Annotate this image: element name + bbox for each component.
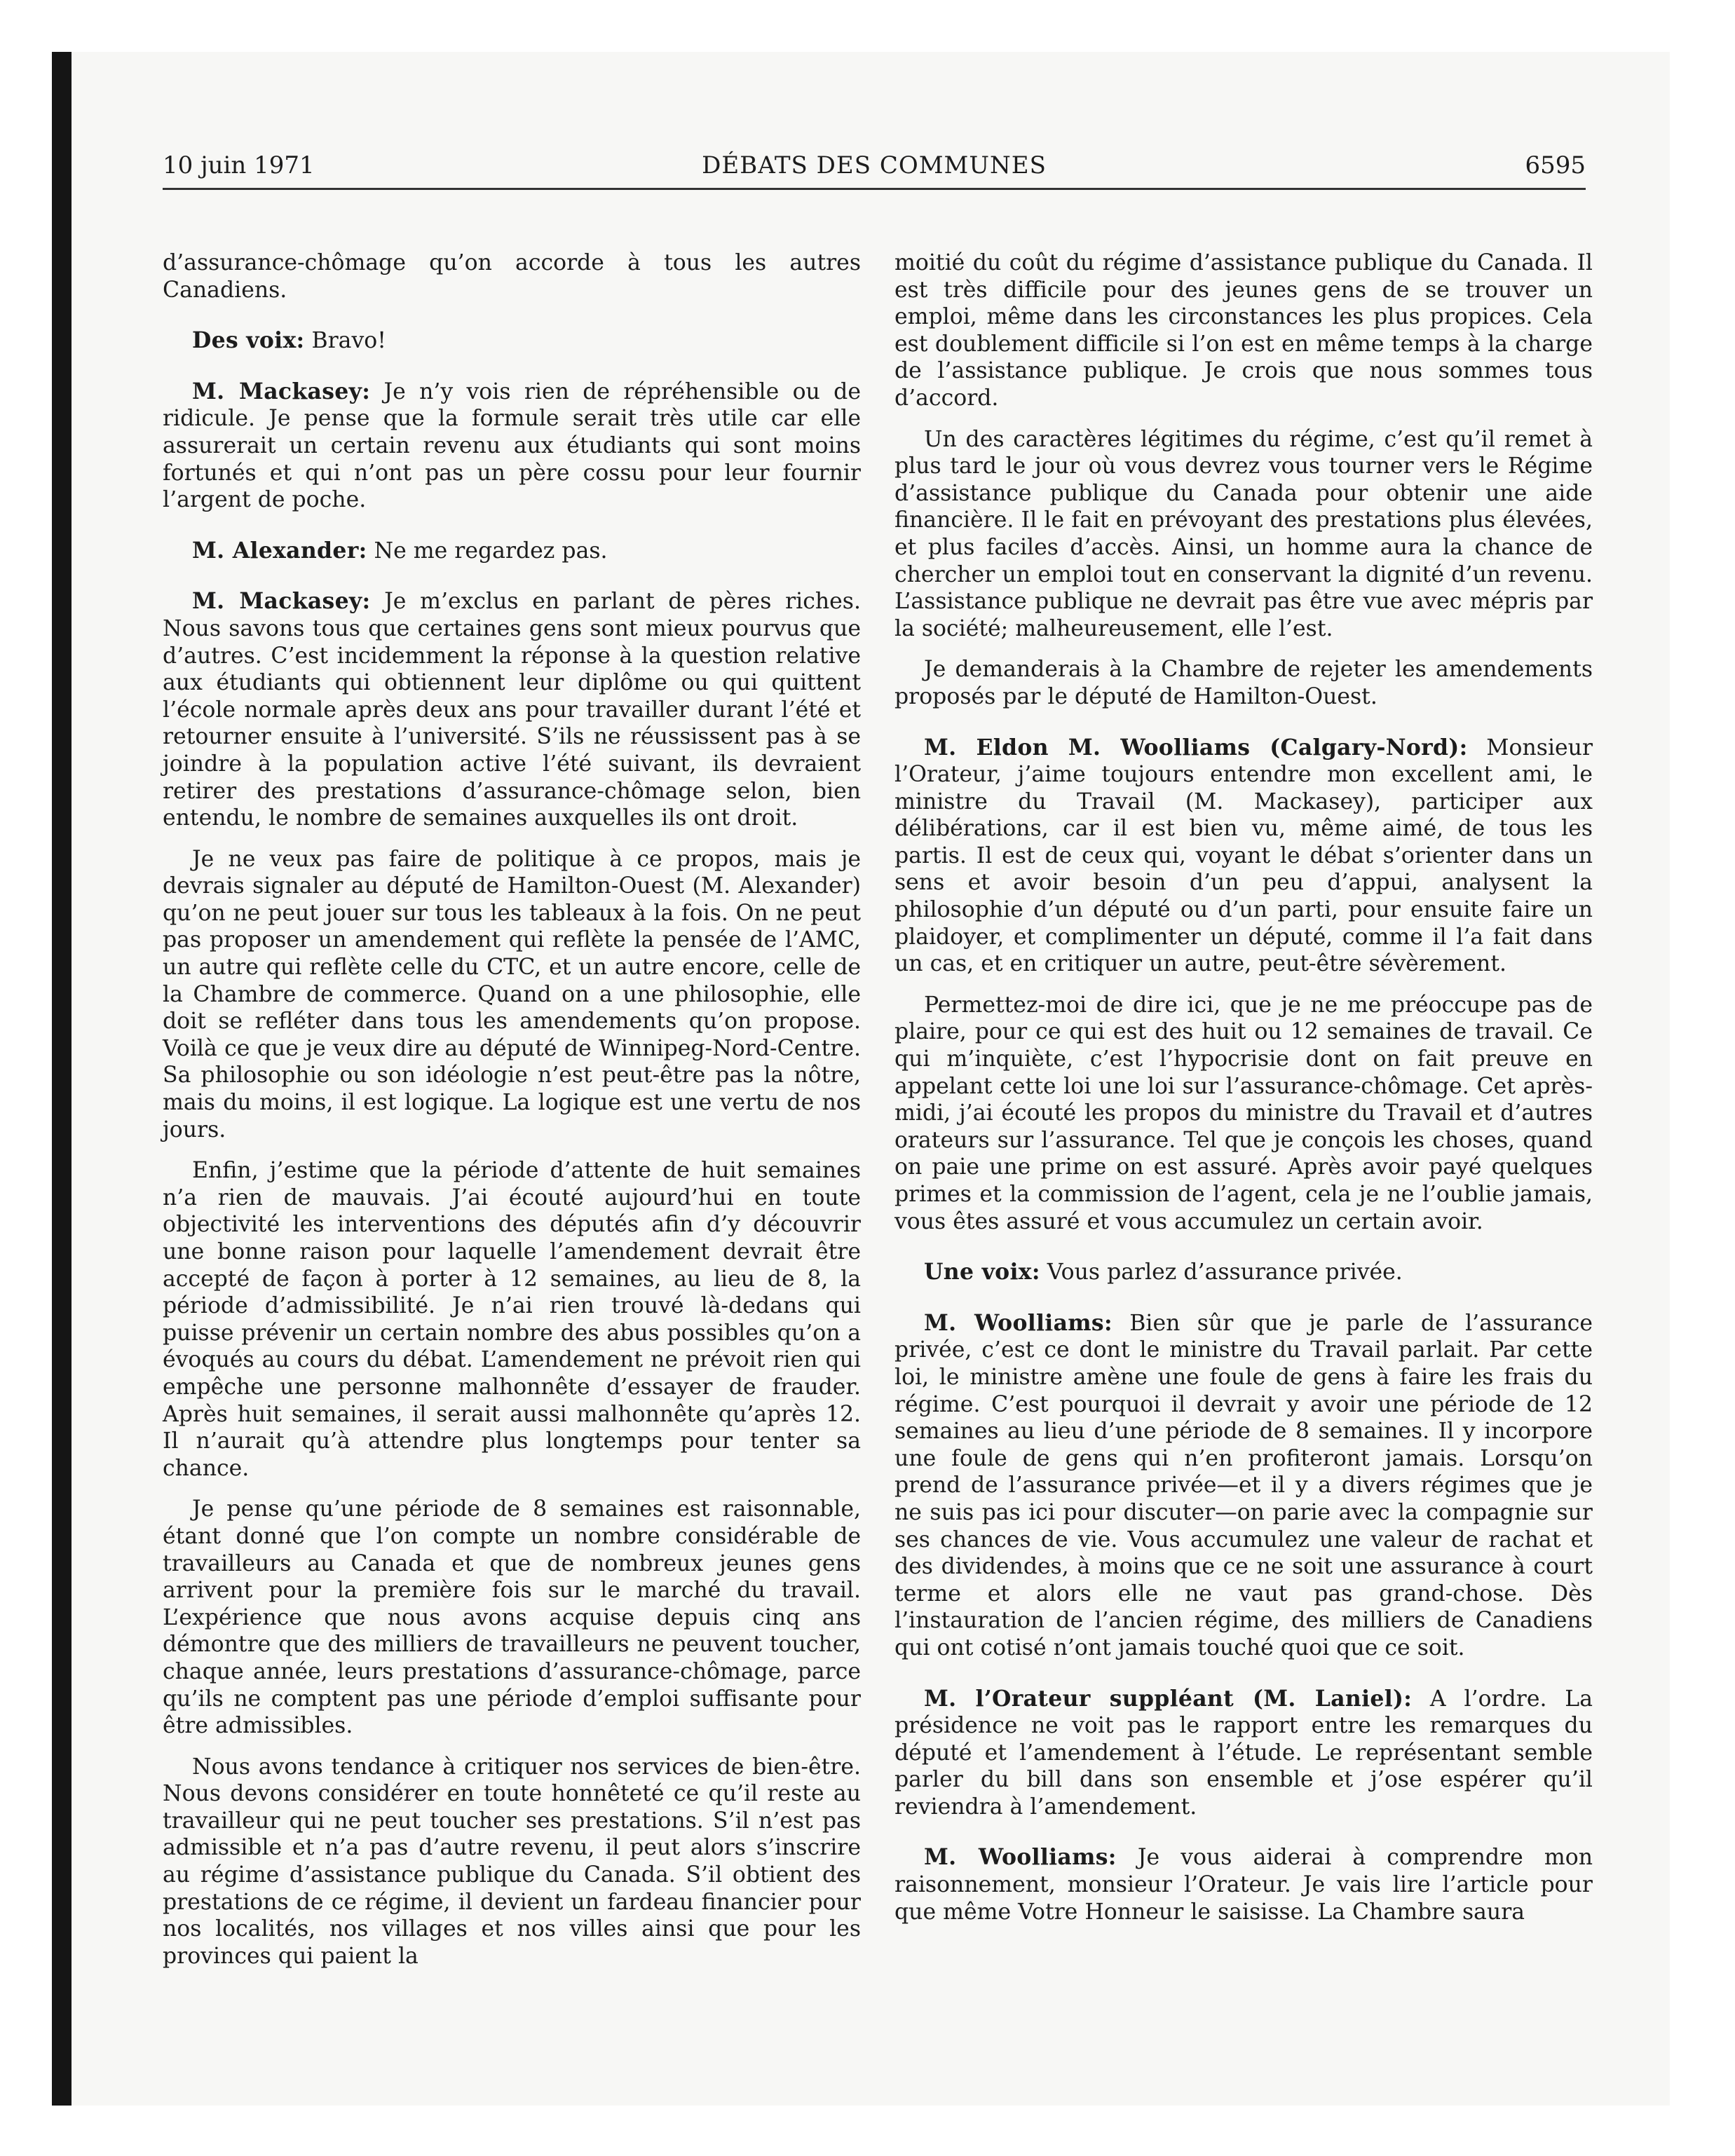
right-column <box>894 250 1593 1939</box>
paragraph <box>894 992 1593 1235</box>
paragraph <box>894 1686 1593 1821</box>
speaker-name: Une voix: <box>924 1259 1040 1285</box>
paragraph-text: Nous avons tendance à critiquer nos services de bien-être. Nous devons considérer en toute honnêteté ce qu’il reste au travailleur qui ne peut toucher ses prestations. S’il n’est pas admissible et n’a pas d’autre revenu, il peut alors s’inscrire au régime d’assistance publique du Canada. S’il obtient des prestations de ce régime, il devient un fardeau financier pour nos localités, nos villages et nos villes ainsi que pour les provinces qui paient la <box>163 1754 861 1969</box>
paragraph-text: Je vous aiderai à comprendre mon raisonnement, monsieur l’Orateur. Je vais lire l’article pour que même Votre Honneur le saisisse. La Chambre saura <box>894 1845 1593 1925</box>
scan-edge <box>52 52 72 2106</box>
speaker-name: M. Woolliams: <box>924 1309 1113 1336</box>
paragraph-text: Je pense qu’une période de 8 semaines est raisonnable, étant donné que l’on compte un nombre considérable de travailleurs au Canada et que de nombreux jeunes gens arrivent pour la première fois sur le marché du travail. L’expérience que nous avons acquise depuis cinq ans démontre que des milliers de travailleurs ne peuvent toucher, chaque année, leurs prestations d’assurance-chômage, parce qu’ils ne comptent pas une période d’emploi suffisante pour être admissibles. <box>163 1496 861 1739</box>
paragraph-text: Je ne veux pas faire de politique à ce propos, mais je devrais signaler au député de Hamilton-Ouest (M. Alexander) qu’on ne peut jouer sur tous les tableaux à la fois. On ne peut pas proposer un amendement qui reflète la pensée de l’AMC, un autre qui reflète celle du CTC, et un autre encore, celle de la Chambre de commerce. Quand on a une philosophie, elle doit se refléter dans tous les amendements qu’on propose. Voilà ce que je veux dire au député de Winnipeg-Nord-Centre. Sa philosophie ou son idéologie n’est peut-être pas la nôtre, mais du moins, il est logique. La logique est une vertu de nos jours. <box>163 846 861 1142</box>
speaker-name: M. Mackasey: <box>192 378 371 404</box>
paragraph-text: Ne me regardez pas. <box>367 538 608 564</box>
paragraph <box>163 378 861 514</box>
speaker-name: M. Mackasey: <box>192 588 371 615</box>
paragraph <box>163 588 861 831</box>
speaker-name: M. l’Orateur suppléant (M. Laniel): <box>924 1685 1413 1712</box>
speaker-name: M. Alexander: <box>192 537 367 564</box>
paragraph <box>894 735 1593 978</box>
paragraph-text: moitié du coût du régime d’assistance publique du Canada. Il est très difficile pour des jeunes gens de se trouver un emploi, même dans les circonstances les plus propices. Cela est doublement difficile si l’on est en même temps à la charge de l’assistance publique. Je crois que nous sommes tous d’accord. <box>894 250 1593 411</box>
paragraph <box>894 1844 1593 1925</box>
paragraph <box>894 426 1593 643</box>
header-date: 10 juin 1971 <box>163 151 315 179</box>
paragraph-text: Vous parlez d’assurance privée. <box>1040 1260 1403 1285</box>
paragraph-text: d’assurance-chômage qu’on accorde à tous les autres Canadiens. <box>163 250 861 303</box>
paragraph-text: Bien sûr que je parle de l’assurance privée, c’est ce dont le ministre du Travail parlait. Par cette loi, le ministre amène une foule de gens à faire les frais du régime. C’est pourquoi il devrait y avoir une période de 12 semaines au lieu d’une période de 8 semaines. Il y incorpore une foule de gens qui n’en profiteront jamais. Lorsqu’on prend de l’assurance privée—et il y a divers régimes que je ne suis pas ici pour discuter—on parie avec la compagnie sur ses chances de vie. Vous accumulez une valeur de rachat et des dividendes, à moins que ce ne soit une assurance à court terme et alors elle ne vaut pas grand-chose. Dès l’instauration de l’ancien régime, des milliers de Canadiens qui ont cotisé n’ont jamais touché quoi que ce soit. <box>894 1310 1593 1660</box>
paragraph-text: Je n’y vois rien de répréhensible ou de ridicule. Je pense que la formule serait très utile car elle assurerait un certain revenu aux étudiants qui sont moins fortunés et qui n’ont pas un père cossu pour leur fournir l’argent de poche. <box>163 378 861 513</box>
header-page-number: 6595 <box>1525 151 1586 179</box>
paragraph-text: A l’ordre. La présidence ne voit pas le rapport entre les remarques du député et l’amendement à l’étude. Le représentant semble parler du bill dans son ensemble et j’ose espérer qu’il reviendra à l’amendement. <box>894 1686 1593 1820</box>
paragraph <box>163 327 861 355</box>
speaker-name: Des voix: <box>192 327 305 354</box>
paragraph-text: Je demanderais à la Chambre de rejeter les amendements proposés par le député de Hamilton-Ouest. <box>894 657 1593 709</box>
paragraph-text: Je m’exclus en parlant de pères riches. Nous savons tous que certaines gens sont mieux pourvus que d’autres. C’est incidemment la réponse à la question relative aux étudiants qui obtiennent leur diplôme ou qui quittent l’école normale après deux ans pour travailler durant l’été et retourner ensuite à l’université. S’ils ne réussissent pas à se joindre à la population active l’été suivant, ils devraient retirer des prestations d’assurance-chômage selon, bien entendu, le nombre de semaines auxquelles ils ont droit. <box>163 589 861 831</box>
paragraph <box>894 656 1593 710</box>
paragraph <box>163 1754 861 1970</box>
left-column <box>163 250 861 1984</box>
paragraph-text: Un des caractères légitimes du régime, c’est qu’il remet à plus tard le jour où vous devrez vous tourner vers le Régime d’assistance publique du Canada pour obtenir une aide financière. Il le fait en prévoyant des prestations plus élevées, et plus faciles d’accès. Ainsi, un homme aura la chance de chercher un emploi tout en conservant la dignité d’un revenu. L’assistance publique ne devrait pas être vue avec mépris par la société; malheureusement, elle l’est. <box>894 426 1593 641</box>
page-header <box>163 150 1586 190</box>
paragraph-text: Monsieur l’Orateur, j’aime toujours entendre mon excellent ami, le ministre du Travail (M. Mackasey), participer aux délibérations, car il est bien vu, même aimé, de tous les partis. Il est de ceux qui, voyant le débat s’orienter dans un sens et avoir besoin d’un peu d’appui, analysent la philosophie d’un député ou d’un parti, pour ensuite faire un plaidoyer, et complimenter un député, comme il l’a fait dans un cas, et en critiquer un autre, peut-être sévèrement. <box>894 735 1593 977</box>
paragraph <box>163 250 861 303</box>
paragraph <box>894 250 1593 412</box>
header-title: DÉBATS DES COMMUNES <box>702 151 1047 179</box>
speaker-name: M. Eldon M. Woolliams (Calgary-Nord): <box>924 734 1468 760</box>
paragraph <box>894 1259 1593 1286</box>
paragraph-text: Permettez-moi de dire ici, que je ne me préoccupe pas de plaire, pour ce qui est des huit ou 12 semaines de travail. Ce qui m’inquiète, c’est l’hypocrisie dont on fait preuve en appelant cette loi une loi sur l’assurance-chômage. Cet après-midi, j’ai écouté les propos du ministre du Travail et d’autres orateurs sur l’assurance. Tel que je conçois les choses, quand on paie une prime on est assuré. Après avoir payé quelques primes et la commission de l’agent, cela je ne l’oublie jamais, vous êtes assuré et vous accumulez un certain avoir. <box>894 992 1593 1234</box>
paragraph <box>163 1496 861 1739</box>
paragraph-text: Bravo! <box>304 328 386 354</box>
paragraph <box>163 1157 861 1482</box>
paragraph <box>894 1310 1593 1662</box>
speaker-name: M. Woolliams: <box>924 1844 1117 1871</box>
paragraph <box>163 846 861 1144</box>
paragraph-text: Enfin, j’estime que la période d’attente de huit semaines n’a rien de mauvais. J’ai écouté aujourd’hui en toute objectivité les interventions des députés afin d’y découvrir une bonne raison pour laquelle l’amendement devrait être accepté de façon à porter à 12 semaines, au lieu de 8, la période d’admissibilité. Je n’ai rien trouvé là-dedans qui puisse prévenir un certain nombre des abus possibles qu’on a évoqués au cours du débat. L’amendement ne prévoit rien qui empêche une personne malhonnête d’essayer de frauder. Après huit semaines, il serait aussi malhonnête qu’après 12. Il n’aurait qu’à attendre plus longtemps pour tenter sa chance. <box>163 1158 861 1481</box>
paragraph <box>163 538 861 565</box>
